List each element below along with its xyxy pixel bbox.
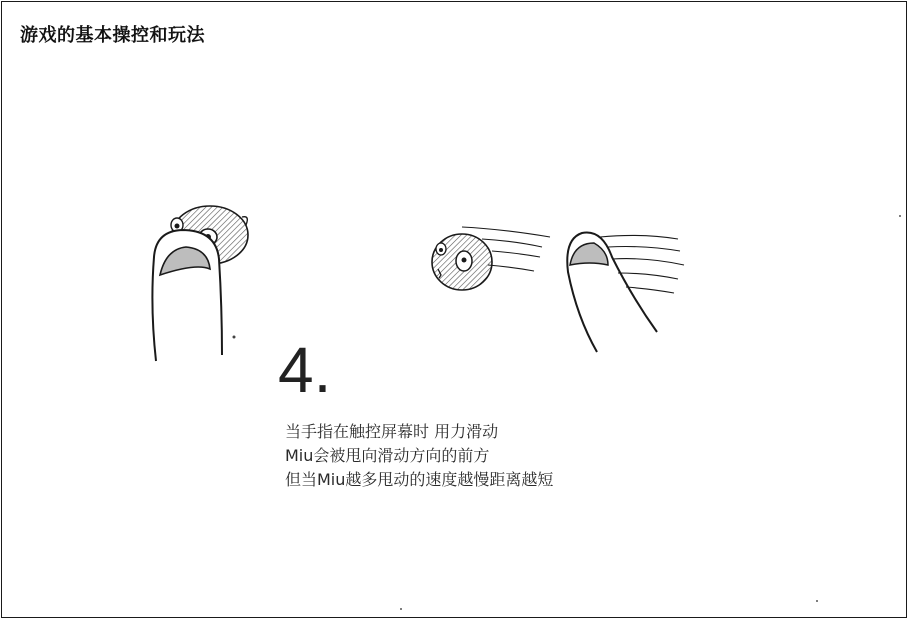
- finger-holding-miu-illustration: [142, 197, 262, 367]
- page-title: 游戏的基本操控和玩法: [20, 25, 205, 46]
- speck: [400, 608, 402, 610]
- step-number: 4.: [278, 334, 332, 406]
- finger-flicking: [567, 233, 657, 353]
- speck: [816, 600, 818, 602]
- finger-flicking-miu-illustration: [422, 217, 692, 362]
- finger: [152, 230, 222, 361]
- page-frame: [1, 1, 907, 618]
- instruction-line: 但当Miu越多甩动的速度越慢距离越短: [285, 470, 554, 489]
- speck: [899, 215, 901, 217]
- step-instructions: [285, 420, 553, 492]
- instruction-line: Miu会被甩向滑动方向的前方: [285, 446, 490, 465]
- instruction-line: 当手指在触控屏幕时 用力滑动: [285, 422, 499, 441]
- miu-flying: [432, 234, 492, 290]
- finger-motion-lines: [600, 235, 684, 293]
